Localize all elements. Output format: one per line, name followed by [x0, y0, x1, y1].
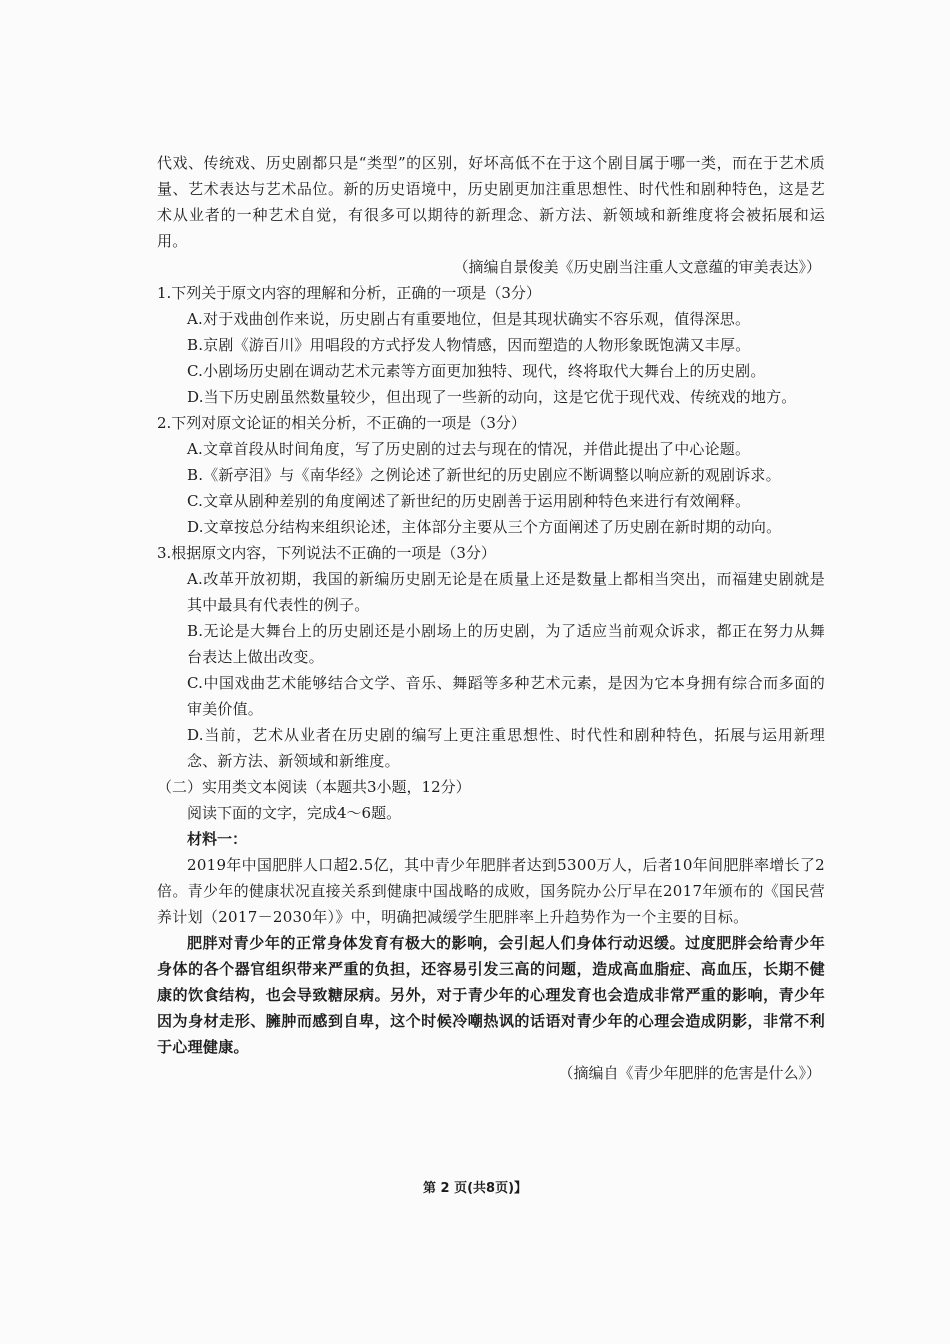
option-a: A.改革开放初期，我国的新编历史剧无论是在质量上还是数量上都相当突出，而福建史剧就是其中最具有代表性的例子。 [187, 570, 825, 614]
material-paragraph: 肥胖对青少年的正常身体发育有极大的影响，会引起人们身体行动迟缓。过度肥胖会给青少年身体的各个器官组织带来严重的负担，还容易引发三高的问题，造成高血脂症、高血压，长期不健康的饮食结构，也会导致糖尿病。另外，对于青少年的心理发育也会造成非常严重的影响，青少年因为身材走形、臃肿而感到自卑，这个时候冷嘲热讽的话语对青少年的心理会造成阴影，非常不利于心理健康。 [157, 934, 825, 1056]
option-d: D.文章按总分结构来组织论述，主体部分主要从三个方面阐述了历史剧在新时期的动向。 [187, 518, 782, 536]
question-stem: 3.根据原文内容，下列说法不正确的一项是（3分） [157, 544, 496, 562]
intro-paragraph: 代戏、传统戏、历史剧都只是“类型”的区别，好坏高低不在于这个剧目属于哪一类，而在于艺术质量、艺术表达与艺术品位。新的历史语境中，历史剧更加注重思想性、时代性和剧种特色，这是艺术从业者的一种艺术自觉，有很多可以期待的新理念、新方法、新领域和新维度将会被拓展和运用。 [157, 154, 825, 250]
option-b: B.京剧《游百川》用唱段的方式抒发人物情感，因而塑造的人物形象既饱满又丰厚。 [187, 336, 751, 354]
option-c: C.中国戏曲艺术能够结合文学、音乐、舞蹈等多种艺术元素，是因为它本身拥有综合而多面的审美价值。 [187, 674, 825, 718]
section-2 [157, 774, 825, 1086]
question-2 [157, 410, 825, 540]
material-source: （摘编自《青少年肥胖的危害是什么》） [558, 1064, 821, 1082]
material-title: 材料一： [187, 830, 248, 848]
intro-source: （摘编自景俊美《历史剧当注重人文意蕴的审美表达》） [453, 258, 821, 276]
option-a: A.对于戏曲创作来说，历史剧占有重要地位，但是其现状确实不容乐观，值得深思。 [187, 310, 751, 328]
question-stem: 2.下列对原文论证的相关分析，不正确的一项是（3分） [157, 414, 526, 432]
material-paragraph: 2019年中国肥胖人口超2.5亿，其中青少年肥胖者达到5300万人，后者10年间肥胖率增长了2倍。青少年的健康状况直接关系到健康中国战略的成败，国务院办公厅早在2017年颁布的《国民营养计划（2017－2030年）》中，明确把减缓学生肥胖率上升趋势作为一个主要的目标。 [157, 856, 825, 926]
option-b: B.《新亭泪》与《南华经》之例论述了新世纪的历史剧应不断调整以响应新的观剧诉求。 [187, 466, 781, 484]
option-c: C.文章从剧种差别的角度阐述了新世纪的历史剧善于运用剧种特色来进行有效阐释。 [187, 492, 751, 510]
section-instruction: 阅读下面的文字，完成4～6题。 [187, 804, 402, 822]
question-1 [157, 280, 825, 410]
option-d: D.当下历史剧虽然数量较少，但出现了一些新的动向，这是它优于现代戏、传统戏的地方。 [187, 388, 797, 406]
question-3 [157, 540, 825, 774]
section-title: （二）实用类文本阅读（本题共3小题，12分） [157, 778, 471, 796]
option-d: D.当前，艺术从业者在历史剧的编写上更注重思想性、时代性和剧种特色，拓展与运用新理念、新方法、新领域和新维度。 [187, 726, 825, 770]
option-a: A.文章首段从时间角度，写了历史剧的过去与现在的情况，并借此提出了中心论题。 [187, 440, 751, 458]
option-b: B.无论是大舞台上的历史剧还是小剧场上的历史剧，为了适应当前观众诉求，都正在努力从舞台表达上做出改变。 [187, 622, 825, 666]
option-c: C.小剧场历史剧在调动艺术元素等方面更加独特、现代，终将取代大舞台上的历史剧。 [187, 362, 766, 380]
page-footer: 第 2 页(共8页)】 [422, 1181, 528, 1196]
question-stem: 1.下列关于原文内容的理解和分析，正确的一项是（3分） [157, 284, 541, 302]
page-content [157, 150, 825, 1086]
